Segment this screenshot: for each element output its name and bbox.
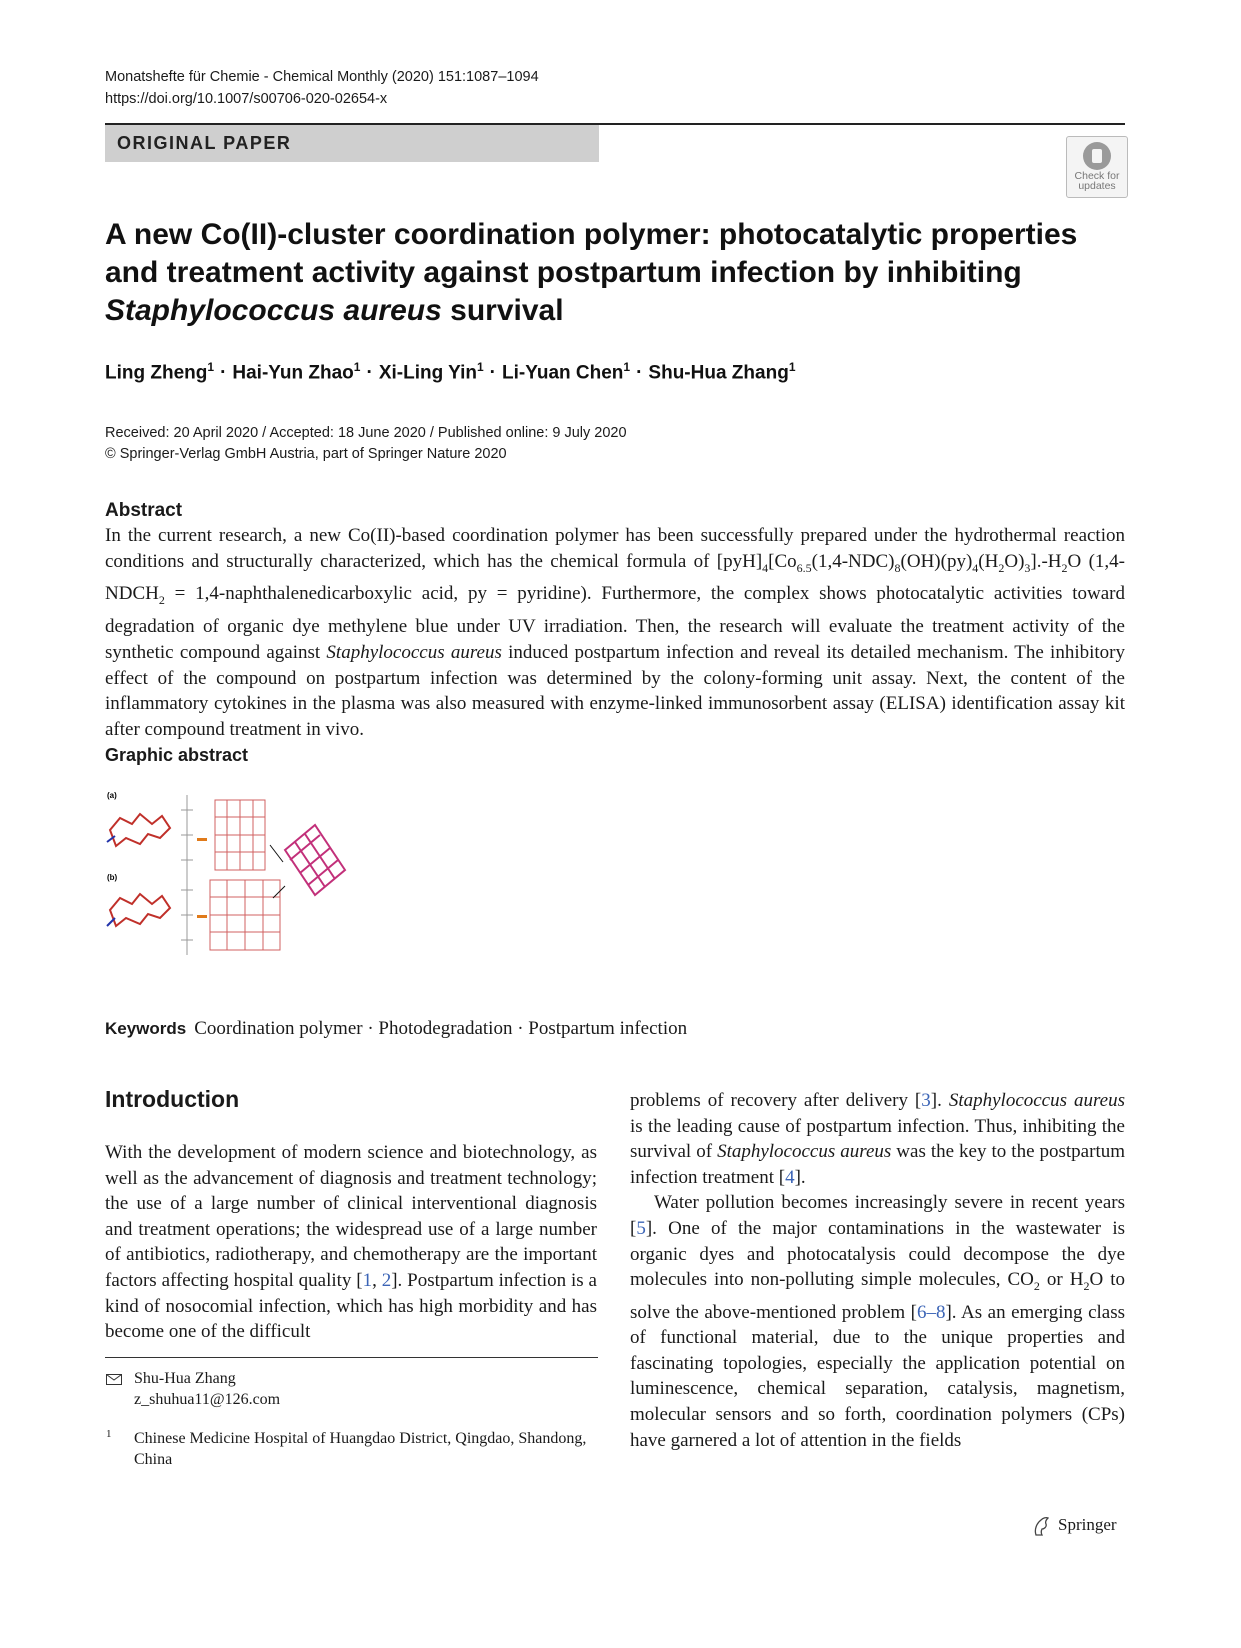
author-affiliation-mark: 1 — [207, 360, 215, 374]
cluster-a — [107, 814, 170, 846]
topology-net — [285, 825, 345, 895]
title-line-2: and treatment activity against postpartum infection by inhibiting — [105, 256, 1022, 289]
affiliation-text: Chinese Medicine Hospital of Huangdao District, Qingdao, Shandong, China — [134, 1430, 587, 1468]
affiliation-number: 1 — [106, 1428, 112, 1440]
author-list: Ling Zheng$^1$ · Hai-Yun Zhao$^1$ · Xi-Ling Yin$^1$ · Li-Yuan Chen$^1$ · Shu-Hua Zhang$^1$ — [105, 360, 796, 384]
author-name[interactable]: Shu-Hua Zhang — [648, 362, 789, 384]
bond-a — [197, 838, 207, 841]
citation-link[interactable]: 4 — [785, 1166, 795, 1188]
citation-link[interactable]: 6–8 — [916, 1301, 946, 1323]
introduction-left-column — [105, 1140, 597, 1345]
author-name[interactable]: Ling Zheng — [105, 362, 208, 384]
footnote-rule — [105, 1357, 598, 1358]
intro-paragraph-1-cont: problems of recovery after delivery [3]. Staphylococcus aureus is the leading cause of postpartum infection. Thus, inhibiting the survival of Staphylococcus aureus was the key to the postpartum infection treatment [4]. — [630, 1090, 1126, 1188]
graphic-abstract-figure[interactable] — [105, 790, 355, 970]
network-a — [215, 800, 265, 870]
keywords — [105, 1018, 687, 1040]
panel-label-b: (b) — [107, 873, 118, 882]
intro-paragraph-1: With the development of modern science and biotechnology, as well as the advancement of diagnosis and treatment technology; the use of a large number of clinical interventional diagnosis and treatment operations; the widespread use of a large number of antibiotics, radiotherapy, and chemotherapy are the important factors affecting hospital quality [1, 2]. Postpartum infection is a kind of nosocomial infection, which has high morbidity and has become one of the difficult — [105, 1142, 597, 1343]
publisher-logo-text: Springer — [1058, 1515, 1117, 1534]
linker-column — [181, 795, 193, 955]
arrow-b — [273, 886, 285, 898]
cluster-b — [107, 894, 170, 926]
corresponding-author-name: Shu-Hua Zhang — [134, 1370, 236, 1387]
title-species: Staphylococcus aureus — [105, 294, 442, 327]
article-type: ORIGINAL PAPER — [117, 133, 292, 153]
abstract-heading: Abstract — [105, 500, 183, 521]
network-b — [210, 880, 280, 950]
check-updates-icon — [1083, 142, 1111, 170]
journal-citation: Monatshefte für Chemie - Chemical Monthly (2020) 151:1087–1094 — [105, 69, 539, 85]
panel-label-a: (a) — [107, 791, 117, 800]
paper-title — [105, 216, 1115, 330]
envelope-icon — [106, 1374, 122, 1385]
corresponding-author-email[interactable]: z_shuhua11@126.com — [134, 1391, 281, 1408]
check-for-updates-button[interactable] — [1066, 136, 1128, 198]
title-line-1: A new Co(II)-cluster coordination polymer: photocatalytic properties — [105, 218, 1078, 251]
arrow-a — [270, 845, 283, 862]
author-affiliation-mark: 1 — [353, 360, 361, 374]
keywords-label: Keywords — [105, 1019, 187, 1038]
doi-link[interactable]: https://doi.org/10.1007/s00706-020-02654-x — [105, 91, 388, 107]
publication-dates: Received: 20 April 2020 / Accepted: 18 June 2020 / Published online: 9 July 2020 — [105, 425, 627, 441]
springer-horse-icon — [1032, 1515, 1052, 1537]
author-affiliation-mark: 1 — [623, 360, 631, 374]
author-name[interactable]: Hai-Yun Zhao — [232, 362, 354, 384]
check-updates-line2: updates — [1078, 180, 1116, 192]
title-line-3 — [105, 292, 1115, 330]
introduction-heading: Introduction — [105, 1086, 240, 1112]
introduction-right-column — [630, 1088, 1125, 1453]
citation-link[interactable]: 2 — [381, 1269, 392, 1291]
author-affiliation-mark: 1 — [476, 360, 484, 374]
check-updates-line1: Check for — [1074, 170, 1120, 182]
copyright-notice: © Springer-Verlag GmbH Austria, part of Springer Nature 2020 — [105, 446, 507, 462]
keywords-text: Coordination polymer · Photodegradation · Postpartum infection — [194, 1018, 688, 1039]
author-name[interactable]: Xi-Ling Yin — [378, 362, 477, 384]
citation-link[interactable]: 5 — [636, 1217, 646, 1239]
author-affiliation-mark: 1 — [788, 360, 796, 374]
citation-link[interactable]: 1 — [362, 1269, 373, 1291]
intro-paragraph-2: Water pollution becomes increasingly severe in recent years [5]. One of the major contaminations in the wastewater is organic dyes and photocatalysis could decompose the dye molecules into non-polluting simple molecules, $CO_2$ or $H_2O$ to solve the above-mentioned problem [6–8]. As an emerging class of functional material, due to the unique properties and fascinating topologies, especially the application potential on luminescence, chemical separation, catalysis, magnetism, molecular sensors and so forth, coordination polymers (CPs) have garnered a lot of attention in the fields — [630, 1192, 1125, 1451]
author-name[interactable]: Li-Yuan Chen — [502, 362, 624, 384]
abstract-text: In the current research, a new Co(II)-based coordination polymer has been successfully prepared under the hydrothermal reaction conditions and structurally characterized, which has the chemical formula of $[pyH]_4[Co_{6.5}(1,4-NDC)_8(OH)(py)_4(H_2O)_3].-H_2O$ ($1,4-NDCH_2$ = 1,4-naphthalenedicarboxylic acid, py = pyridine). Furthermore, the complex shows photocatalytic activities toward degradation of organic dye methylene blue under UV irradiation. Then, the research will evaluate the treatment activity of the synthetic compound against Staphylococcus aureus induced postpartum infection and reveal its detailed mechanism. The inhibitory effect of the compound on postpartum infection was determined by the colony-forming unit assay. Next, the content of the inflammatory cytokines in the plasma was also measured with enzyme-linked immunosorbent assay (ELISA) identification assay kit after compound treatment in vivo. — [105, 525, 1126, 741]
citation-link[interactable]: 3 — [921, 1090, 931, 1111]
bond-b — [197, 915, 207, 918]
graphic-abstract-heading: Graphic abstract — [105, 745, 249, 765]
title-line-3-rest: survival — [441, 294, 564, 327]
